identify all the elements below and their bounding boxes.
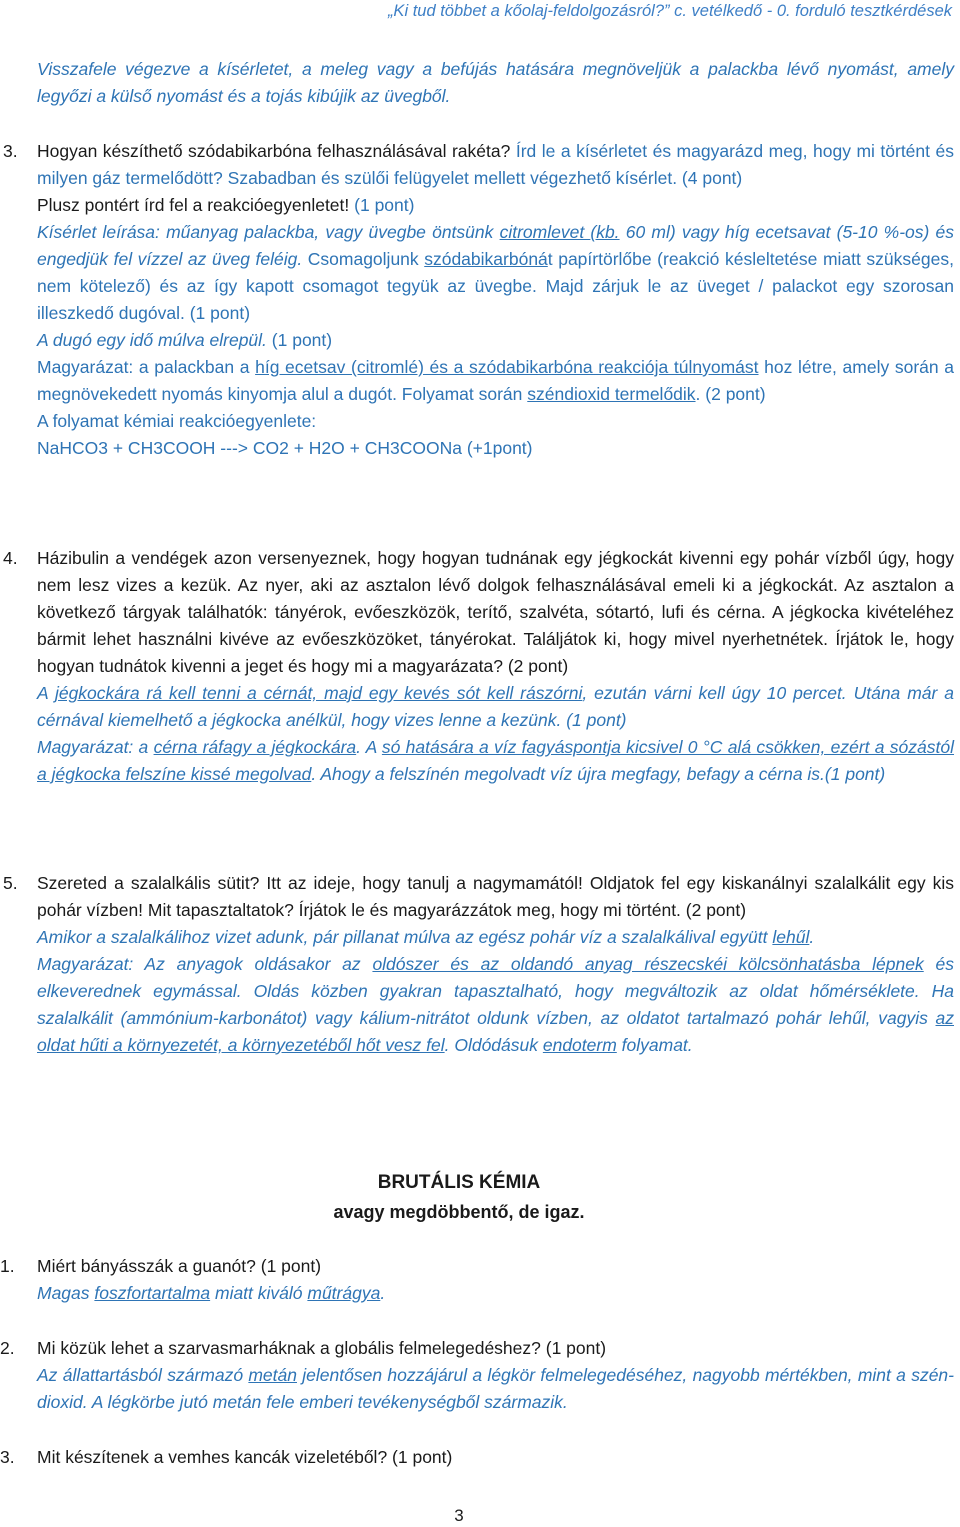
q3-answer-3: Magyarázat: a palackban a híg ecetsav (citromlé) és a szódabikarbóna reakciója túlnyomást hoz létre, amely során a megnövekedett nyomás kinyomja alul a dugót. Folyamat során széndioxid termelődik. (2 pont)	[37, 357, 955, 404]
q5-block	[37, 870, 954, 1059]
q3-answer-1: Kísérlet leírása: műanyag palackba, vagy üvegbe öntsünk citromlevet (kb. 60 ml) vagy híg ecetsavat (5-10 %-os) és engedjük fel vízzel az üveg feléig. Csomagoljunk szódabikarbónát papírtörlőbe (reakció késleltetése miatt szükséges, nem kötelező) és az így kapott csomagot tegyük az üvegbe. Majd zárjuk le az üveget / palackot egy szorosan illeszkedő dugóval. (1 pont)	[37, 222, 955, 323]
q4-answer-2: Magyarázat: a cérna ráfagy a jégkockára. A só hatására a víz fagyáspontja kicsivel 0 °C alá csökken, ezért a sózástól a jégkocka felszíne kissé megolvad. Ahogy a felszínén megolvadt víz újra megfagy, befagy a cérna is.(1 pont)	[37, 737, 955, 784]
q4-number: 4.	[3, 548, 18, 568]
b1-block	[37, 1253, 954, 1307]
b2-block	[37, 1335, 954, 1416]
q3-question-a: Hogyan készíthető szódabikarbóna felhasználásával rakéta?	[37, 141, 511, 161]
intro-answer	[37, 56, 954, 110]
b1-number: 1.	[0, 1256, 15, 1276]
q3-bonus-points: (1 pont)	[354, 195, 415, 215]
q3-equation: NaHCO3 + CH3COOH ---> CO2 + H2O + CH3COONa (+1pont)	[37, 438, 533, 458]
b1-question: Miért bányásszák a guanót? (1 pont)	[37, 1256, 322, 1276]
q3-question-b: Írd le a kísérletet és magyarázd meg, hogy mi történt és milyen gáz termelődött? Szabadban és szülői felügyelet mellett végezhető kísérlet. (4 pont)	[37, 141, 954, 188]
q5-answer-1: Amikor a szalalkálihoz vizet adunk, pár pillanat múlva az egész pohár víz a szalalkálival együtt lehűl.	[37, 927, 815, 947]
b1-answer: Magas foszfortartalma miatt kiváló műtrágya.	[37, 1283, 386, 1303]
page-header: „Ki tud többet a kőolaj-feldolgozásról?” c. vetélkedő - 0. forduló tesztkérdések	[387, 2, 952, 20]
q3-bonus-text: Plusz pontért írd fel a reakcióegyenletet!	[37, 195, 350, 215]
q3-number: 3.	[3, 141, 18, 161]
q3-answer-2: A dugó egy idő múlva elrepül. (1 pont)	[37, 330, 333, 350]
section-title: BRUTÁLIS KÉMIA	[377, 1172, 541, 1193]
q5-number: 5.	[3, 873, 18, 893]
b3-question: Mit készítenek a vemhes kancák vizeletéből? (1 pont)	[37, 1447, 453, 1467]
q4-answer-1: A jégkockára rá kell tenni a cérnát, majd egy kevés sót kell rászórni, ezután várni kell úgy 10 percet. Utána már a cérnával kiemelhető a jégkocka anélkül, hogy vizes lenne a kezünk. (1 pont)	[37, 683, 954, 730]
b3-number: 3.	[0, 1447, 15, 1467]
q3-underline-citromle: citromlevet	[499, 222, 591, 242]
b3-block	[37, 1444, 954, 1471]
page-number: 3	[454, 1506, 464, 1525]
q3-block	[37, 138, 954, 462]
b2-number: 2.	[0, 1338, 15, 1358]
q4-block	[37, 545, 954, 788]
q3-question	[37, 138, 954, 192]
q4-question: Házibulin a vendégek azon versenyeznek, hogy hogyan tudnának egy jégkockát kivenni egy pohár vízből úgy, hogy nem lesz vizes a kezük. Az nyer, aki az asztalon lévő dolgok felhasználásával emeli ki a jégkockát. Az asztalon a következő tárgyak találhatók: tányérok, evőeszközök, terítő, szalvéta, sótartó, lufi és cérna. A jégkocka kivételéhez bármit lehet használni kivéve az evőeszközöket, tányérokat. Találjátok ki, hogy mivel nyerhetnétek. Írjátok le, hogy hogyan tudnátok kivenni a jeget és hogy mi a magyarázata? (2 pont)	[37, 548, 954, 676]
b2-question: Mi közük lehet a szarvasmarháknak a globális felmelegedéshez? (1 pont)	[37, 1338, 607, 1358]
section-subtitle: avagy megdöbbentő, de igaz.	[333, 1202, 585, 1222]
q3-answer-4: A folyamat kémiai reakcióegyenlete:	[37, 411, 317, 431]
q5-question: Szereted a szalalkális sütit? Itt az ideje, hogy tanulj a nagymamától! Oldjatok fel egy kiskanálnyi szalalkálit egy kis pohár vízben! Mit tapasztaltatok? Írjátok le és magyarázzátok meg, hogy mi történt. (2 pont)	[37, 873, 954, 920]
q3-bonus	[37, 192, 954, 219]
q5-answer-2: Magyarázat: Az anyagok oldásakor az oldószer és az oldandó anyag részecskéi kölcsönhatásba lépnek és elkeverednek egymással. Oldás közben gyakran tapasztalható, hogy megváltozik az oldat hőmérséklete. Ha szalalkálit (ammónium-karbonátot) vagy kálium-nitrátot oldunk vízben, az oldatot tartalmazó pohár lehűl, vagyis az oldat hűti a környezetét, a környezetéből hőt vesz fel. Oldódásuk endoterm folyamat.	[37, 954, 954, 1055]
intro-text: Visszafele végezve a kísérletet, a meleg vagy a befújás hatására megnöveljük a palackba lévő nyomást, amely legyőzi a külső nyomást és a tojás kibújik az üvegből.	[37, 59, 954, 106]
b2-answer: Az állattartásból származó metán jelentősen hozzájárul a légkör felmelegedéséhez, nagyobb mértékben, mint a szén-dioxid. A légkörbe jutó metán fele emberi tevékenységből származik.	[37, 1365, 954, 1412]
